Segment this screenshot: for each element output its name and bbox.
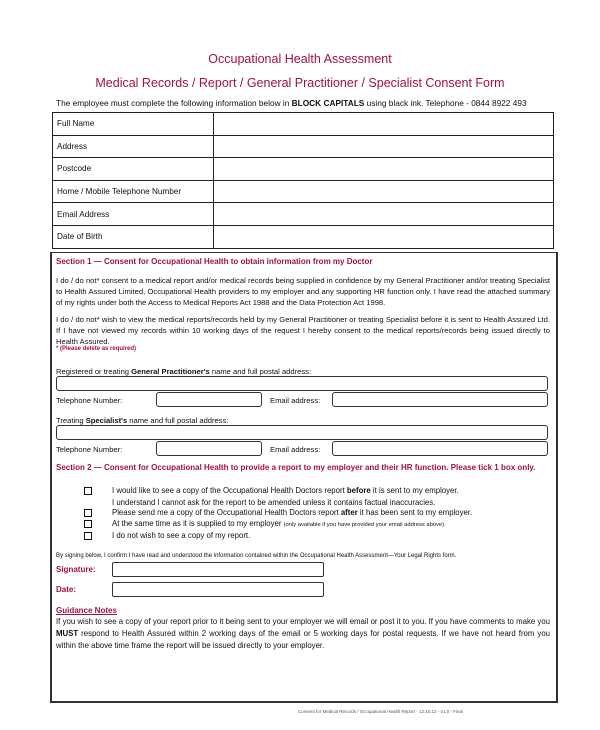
option-no-copy: I do not wish to see a copy of my report. — [112, 531, 251, 540]
specialist-telephone-label: Telephone Number: — [56, 445, 123, 454]
signature-label: Signature: — [56, 565, 96, 574]
option-after: Please send me a copy of the Occupational Health Doctors report after it has been sent to my employer. — [112, 508, 473, 517]
gp-email-input[interactable] — [332, 392, 548, 407]
signature-input[interactable] — [112, 562, 324, 577]
section2-heading: Section 2 — Consent for Occupational Health to provide a report to my employer and their HR function. Please tick 1 box only. — [56, 463, 536, 472]
field-label-postcode: Postcode — [53, 158, 214, 181]
option-before: I would like to see a copy of the Occupational Health Doctors report before it is sent to my employer. — [112, 486, 459, 495]
field-label-email: Email Address — [53, 203, 214, 226]
gp-telephone-label: Telephone Number: — [56, 396, 123, 405]
gp-telephone-input[interactable] — [156, 392, 262, 407]
postcode-input[interactable] — [214, 158, 554, 181]
field-label-telephone: Home / Mobile Telephone Number — [53, 180, 214, 203]
option-before-line2: I understand I cannot ask for the report to be amended unless it contains factual inaccuracies. — [112, 498, 436, 507]
section1-para1: I do / do not* consent to a medical report and/or medical records being supplied in confidence by my General Practitioner and/or treating Specialist to Health Assured Limited, Occupational Health providers to my employer and any supporting HR function only. I have read the attached summary of my rights under both the Access to Medical Reports Act 1988 and the Data Protection Act 1998. — [56, 276, 550, 307]
gp-email-label: Email address: — [270, 396, 321, 405]
guidance-text: If you wish to see a copy of your report prior to it being sent to your employer we will email or post it to you. If you have comments to make you MUST respond to Health Assured within 2 working days of the email or 5 working days for postal requests. If we have not heard from you within the above time frame the report will be issued directly to your employer. — [56, 617, 550, 650]
section1-heading: Section 1 — Consent for Occupational Health to obtain information from my Doctor — [56, 257, 373, 266]
gp-label: Registered or treating General Practitioner's name and full postal address: — [56, 367, 312, 376]
checkbox-before[interactable] — [84, 487, 92, 495]
full-name-input[interactable] — [214, 113, 554, 136]
field-label-dob: Date of Birth — [53, 225, 214, 248]
delete-note: * (Please delete as required) — [56, 346, 137, 352]
checkbox-same-time[interactable] — [84, 520, 92, 528]
section1-para2: I do / do not* wish to view the medical reports/records held by my General Practitioner or treating Specialist before it is sent to Health Assured Ltd. If I have not viewed my records within 10 working days of the request I hereby consent to the medical reports/records being issued directly to Health Assured. — [56, 315, 550, 346]
document-title: Occupational Health Assessment — [208, 52, 392, 66]
date-input[interactable] — [112, 582, 324, 597]
dob-input[interactable] — [214, 225, 554, 248]
footer-text: Consent for Medical Records / Occupational Health Report - 12.10.12 - v1.0 - Final — [298, 709, 463, 714]
address-input[interactable] — [214, 135, 554, 158]
specialist-email-label: Email address: — [270, 445, 321, 454]
specialist-address-input[interactable] — [56, 425, 548, 440]
gp-address-input[interactable] — [56, 376, 548, 391]
guidance-heading: Guidance Notes — [56, 606, 117, 615]
specialist-label: Treating Specialist's name and full postal address: — [56, 416, 229, 425]
date-label: Date: — [56, 585, 77, 594]
confirmation-text: By signing below, I confirm I have read and understood the information contained within the Occupational Health Assessment—Your Legal Rights form. — [56, 553, 457, 559]
personal-info-table — [52, 112, 554, 249]
field-label-address: Address — [53, 135, 214, 158]
field-label-full-name: Full Name — [53, 113, 214, 136]
document-subtitle: Medical Records / Report / General Practitioner / Specialist Consent Form — [95, 76, 505, 90]
intro-text: The employee must complete the following information below in BLOCK CAPITALS using black ink. Telephone - 0844 8922 493 — [56, 98, 527, 108]
email-input[interactable] — [214, 203, 554, 226]
option-same-time: At the same time as it is supplied to my employer (only available if you have provided your email address above). — [112, 519, 446, 528]
checkbox-no-copy[interactable] — [84, 532, 92, 540]
checkbox-after[interactable] — [84, 509, 92, 517]
telephone-input[interactable] — [214, 180, 554, 203]
specialist-email-input[interactable] — [332, 441, 548, 456]
specialist-telephone-input[interactable] — [156, 441, 262, 456]
